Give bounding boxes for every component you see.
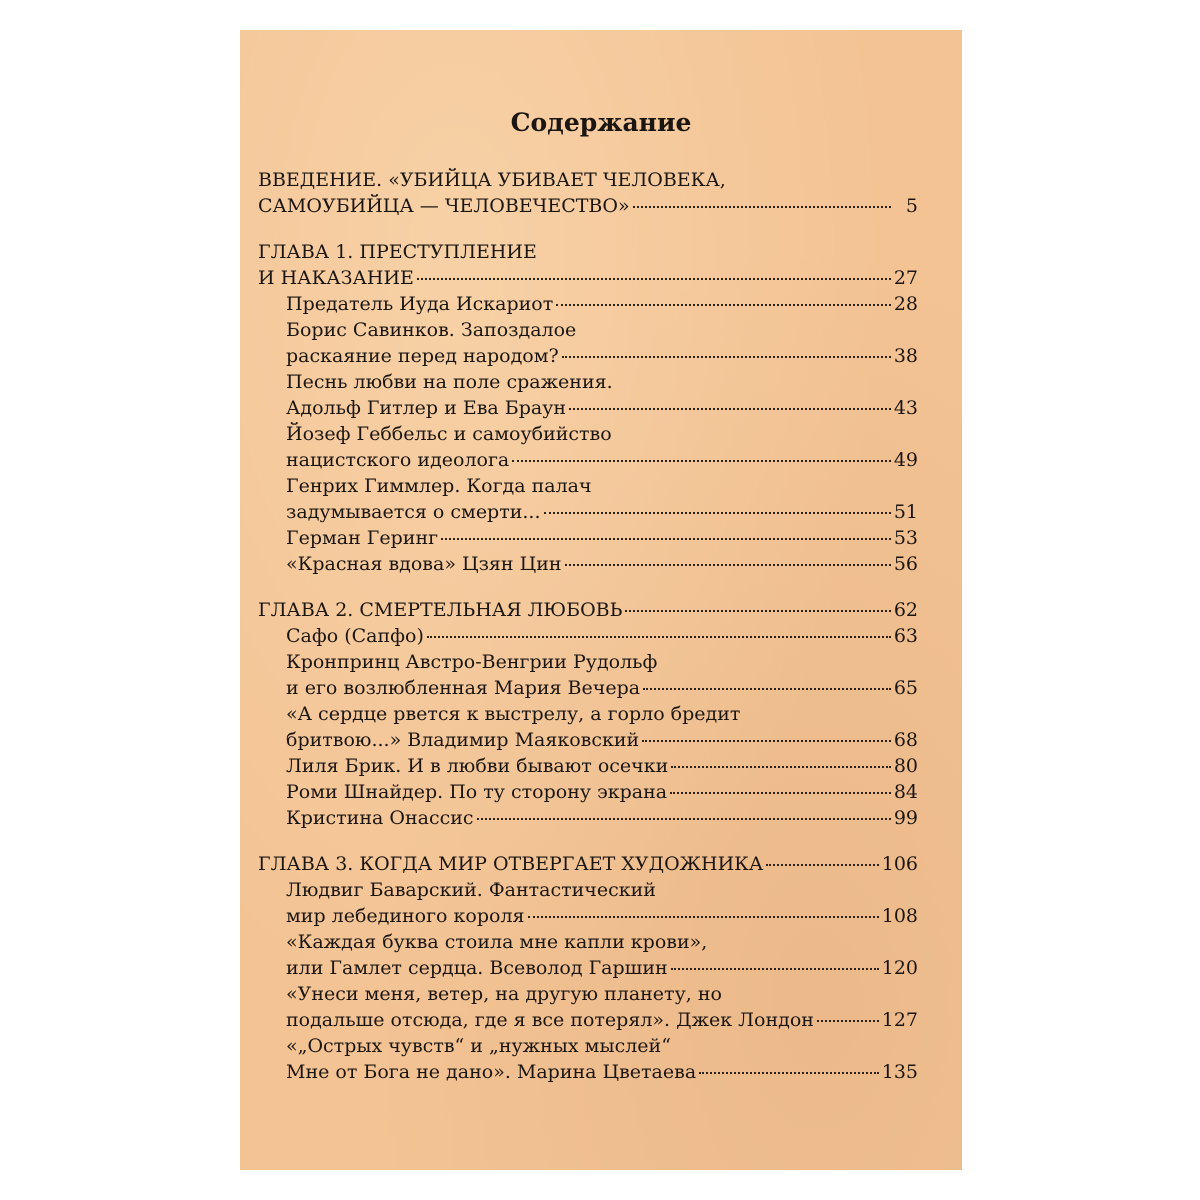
toc-page-number: 62 [893, 599, 918, 621]
dot-leader [441, 538, 891, 540]
toc-subentry-line [258, 551, 918, 577]
dot-leader [671, 968, 879, 970]
toc-entry-text: бритвою...» Владимир Маяковский [286, 729, 640, 751]
toc-page-number: 108 [881, 905, 918, 927]
toc-entry-text: Кронпринц Австро-Венгрии Рудольф [286, 651, 658, 673]
toc-entry-text: мир лебединого короля [286, 905, 525, 927]
dot-leader [417, 278, 891, 280]
toc-page-number: 27 [893, 267, 918, 289]
toc-chapter-line [258, 597, 918, 623]
toc-subentry-line [258, 903, 918, 929]
toc-subentry-line [258, 779, 918, 805]
toc-entry-text: Кристина Онассис [286, 807, 474, 829]
toc-subentry-line [258, 1007, 918, 1033]
toc-subentry-line [258, 623, 918, 649]
toc-page-number: 51 [893, 501, 918, 523]
toc-entry-text: Сафо (Сапфо) [286, 625, 424, 647]
dot-leader [512, 460, 891, 462]
toc-page-number: 5 [905, 195, 918, 217]
toc-entry-text: «Каждая буква стоила мне капли крови», [286, 931, 708, 953]
toc-subentry-line [258, 499, 918, 525]
toc-entry-text: «Унеси меня, ветер, на другую планету, но [286, 983, 722, 1005]
book-page [240, 30, 962, 1170]
toc-subentry-line [258, 1033, 918, 1059]
toc-entry-text: ВВЕДЕНИЕ. «УБИЙЦА УБИВАЕТ ЧЕЛОВЕКА, [258, 169, 726, 191]
toc-page-number: 84 [893, 781, 918, 803]
toc-subentry-line [258, 421, 918, 447]
dot-leader [565, 564, 891, 566]
toc-page-number: 38 [893, 345, 918, 367]
toc-chapter-line [258, 851, 918, 877]
dot-leader [477, 818, 891, 820]
page-title: Содержание [510, 108, 692, 137]
toc-subentry-line [258, 981, 918, 1007]
toc-page-number: 120 [881, 957, 918, 979]
toc-subentry-line [258, 473, 918, 499]
dot-leader [817, 1020, 879, 1022]
toc-section [258, 239, 918, 577]
toc-entry-text: ГЛАВА 3. КОГДА МИР ОТВЕРГАЕТ ХУДОЖНИКА [258, 853, 764, 875]
toc-entry-text: Герман Геринг [286, 527, 439, 549]
toc-subentry-line [258, 955, 918, 981]
toc-subentry-line [258, 369, 918, 395]
toc-page-number: 127 [881, 1009, 918, 1031]
dot-leader [562, 356, 891, 358]
table-of-contents [258, 167, 918, 1105]
dot-leader [625, 610, 890, 612]
dot-leader [643, 688, 891, 690]
toc-subentry-line [258, 701, 918, 727]
toc-entry-text: Людвиг Баварский. Фантастический [286, 879, 656, 901]
toc-entry-text: или Гамлет сердца. Всеволод Гаршин [286, 957, 668, 979]
toc-section [258, 597, 918, 831]
toc-entry-text: Борис Савинков. Запоздалое [286, 319, 577, 341]
toc-page-number: 63 [893, 625, 918, 647]
toc-page-number: 68 [893, 729, 918, 751]
toc-page-number: 49 [893, 449, 918, 471]
dot-leader [642, 740, 891, 742]
toc-subentry-line [258, 649, 918, 675]
toc-section [258, 851, 918, 1085]
toc-subentry-line [258, 727, 918, 753]
toc-section [258, 167, 918, 219]
toc-entry-text: «Красная вдова» Цзян Цин [286, 553, 562, 575]
toc-page-number: 28 [893, 293, 918, 315]
toc-subentry-line [258, 291, 918, 317]
toc-entry-text: нацистского идеолога [286, 449, 510, 471]
dot-leader [544, 512, 891, 514]
toc-subentry-line [258, 447, 918, 473]
toc-chapter-line [258, 265, 918, 291]
toc-entry-text: Предатель Иуда Искариот [286, 293, 554, 315]
toc-page-number: 65 [893, 677, 918, 699]
toc-entry-text: Роми Шнайдер. По ту сторону экрана [286, 781, 668, 803]
toc-page-number: 56 [893, 553, 918, 575]
toc-subentry-line [258, 525, 918, 551]
toc-entry-text: задумывается о смерти... [286, 501, 541, 523]
dot-leader [528, 916, 879, 918]
toc-subentry-line [258, 343, 918, 369]
toc-subentry-line [258, 1059, 918, 1085]
toc-subentry-line [258, 675, 918, 701]
toc-page-number: 53 [893, 527, 918, 549]
dot-leader [671, 766, 891, 768]
toc-entry-text: Генрих Гиммлер. Когда палач [286, 475, 592, 497]
toc-entry-text: Песнь любви на поле сражения. [286, 371, 613, 393]
toc-entry-text: и его возлюбленная Мария Вечера [286, 677, 641, 699]
dot-leader [569, 408, 891, 410]
toc-page-number: 43 [893, 397, 918, 419]
toc-subentry-line [258, 929, 918, 955]
dot-leader [699, 1072, 879, 1074]
toc-entry-text: ГЛАВА 2. СМЕРТЕЛЬНАЯ ЛЮБОВЬ [258, 599, 623, 621]
toc-page-number: 80 [893, 755, 918, 777]
toc-subentry-line [258, 317, 918, 343]
dot-leader [556, 304, 891, 306]
toc-entry-text: САМОУБИЙЦА — ЧЕЛОВЕЧЕСТВО» [258, 195, 630, 217]
toc-subentry-line [258, 877, 918, 903]
toc-chapter-line [258, 239, 918, 265]
toc-entry-text: подальше отсюда, где я все потерял». Джек Лондон [286, 1009, 814, 1031]
toc-subentry-line [258, 753, 918, 779]
toc-entry-text: Йозеф Геббельс и самоубийство [286, 423, 612, 445]
toc-page-number: 135 [881, 1061, 918, 1083]
toc-entry-text: Адольф Гитлер и Ева Браун [286, 397, 567, 419]
dot-leader [766, 864, 878, 866]
toc-entry-text: раскаяние перед народом? [286, 345, 559, 367]
toc-entry-text: «„Острых чувств“ и „нужных мыслей“ [286, 1035, 671, 1057]
dot-leader [670, 792, 891, 794]
toc-chapter-line [258, 167, 918, 193]
toc-subentry-line [258, 395, 918, 421]
toc-entry-text: И НАКАЗАНИЕ [258, 267, 414, 289]
toc-page-number: 99 [893, 807, 918, 829]
toc-entry-text: Лиля Брик. И в любви бывают осечки [286, 755, 669, 777]
toc-entry-text: Мне от Бога не дано». Марина Цветаева [286, 1061, 697, 1083]
toc-page-number: 106 [881, 853, 918, 875]
toc-subentry-line [258, 805, 918, 831]
dot-leader [633, 206, 891, 208]
toc-chapter-line [258, 193, 918, 219]
toc-entry-text: ГЛАВА 1. ПРЕСТУПЛЕНИЕ [258, 241, 537, 263]
toc-entry-text: «А сердце рвется к выстрелу, а горло бредит [286, 703, 741, 725]
dot-leader [427, 636, 891, 638]
